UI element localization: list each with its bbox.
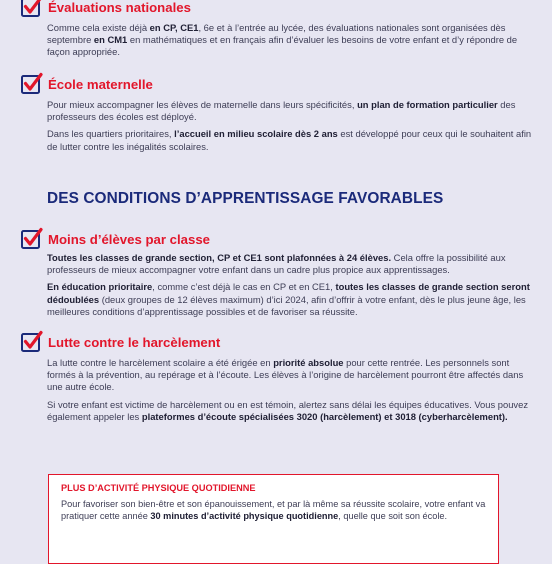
checkbox-check-icon	[20, 72, 44, 96]
checkbox-check-icon	[20, 0, 44, 19]
section-ecole-maternelle	[20, 73, 534, 158]
info-box-title: PLUS D’ACTIVITÉ PHYSIQUE QUOTIDIENNE	[61, 483, 256, 493]
paragraph: Si votre enfant est victime de harcèlement ou en est témoin, alertez sans délai les équipes éducatives. Vous pouvez également appeler les plateformes d’écoute spécialisées 3020 (harcèlement) et 3018 (cyberharcèlement).	[47, 398, 529, 422]
section-header	[20, 331, 534, 353]
section-title: Moins d’élèves par classe	[48, 231, 210, 247]
section-body	[47, 252, 534, 318]
section-title: Lutte contre le harcèlement	[48, 334, 221, 350]
checkbox-check-icon	[20, 227, 44, 251]
section-header	[20, 228, 534, 250]
paragraph: La lutte contre le harcèlement scolaire a été érigée en priorité absolue pour cette rentrée. Les personnels sont formés à la prévention, au repérage et à l’écoute. Les élèves à l’origine de harcèlement pourront être affectés dans une autre école.	[47, 357, 524, 393]
section-header	[20, 73, 534, 95]
paragraph: Comme cela existe déjà en CP, CE1, 6e et à l’entrée au lycée, des évaluations nationales sont organisées dès septembre en CM1 en mathématiques et en français afin d’évaluer les besoins de votre enfant et d’y répondre de façon appropriée.	[47, 22, 518, 58]
checkbox-check-icon	[20, 330, 44, 354]
section-evaluations	[20, 0, 534, 64]
section-header	[20, 0, 534, 18]
info-box-text: Pour favoriser son bien-être et son épanouissement, et par là même sa réussite scolaire, votre enfant va pratiquer cette année 30 minutes d’activité physique quotidienne, quelle que soit son école.	[61, 499, 486, 521]
section-moins-eleves	[20, 228, 534, 323]
paragraph: Dans les quartiers prioritaires, l’accueil en milieu scolaire dès 2 ans est développé pour ceux qui le souhaitent afin de lutter contre les inégalités scolaires.	[47, 128, 532, 152]
section-body	[47, 99, 534, 153]
info-box	[48, 474, 499, 564]
paragraph: En éducation prioritaire, comme c’est déjà le cas en CP et en CE1, toutes les classes de grande section seront dédoublées (deux groupes de 12 élèves maximum) d’ici 2024, afin d’offrir à votre enfant, dès le plus jeune âge, les meilleures conditions d’apprentissage possibles et de favoriser sa réussite.	[47, 281, 530, 317]
paragraph: Toutes les classes de grande section, CP et CE1 sont plafonnées à 24 élèves. Cela offre la possibilité aux professeurs de mieux accompagner votre enfant dans un cadre plus propice aux apprentissages.	[47, 252, 506, 276]
paragraph: Pour mieux accompagner les élèves de maternelle dans leurs spécificités, un plan de formation particulier des professeurs des écoles est déployé.	[47, 99, 516, 123]
section-body	[47, 22, 534, 59]
section-title: École maternelle	[48, 76, 153, 92]
section-harcelement	[20, 331, 534, 428]
section-title: Évaluations nationales	[48, 0, 191, 15]
section-body	[47, 357, 534, 423]
page-heading: DES CONDITIONS D’APPRENTISSAGE FAVORABLES	[47, 190, 444, 207]
